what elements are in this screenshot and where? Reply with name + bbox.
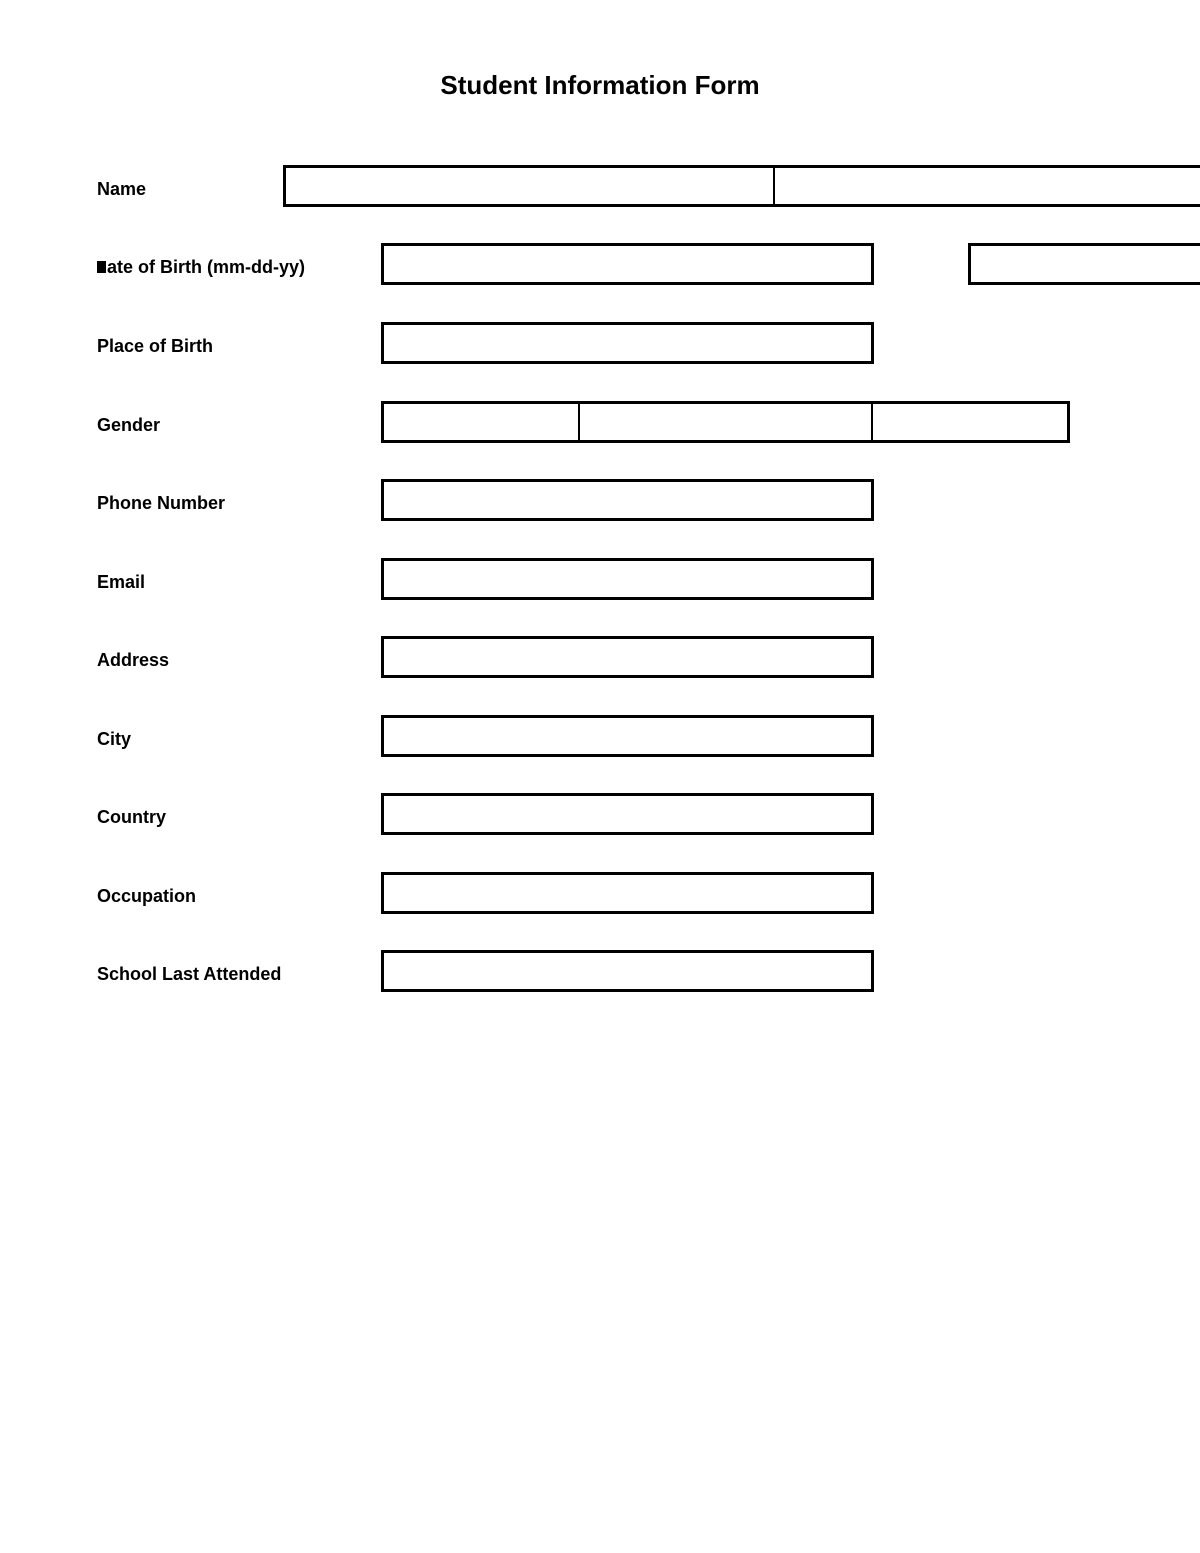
school-input[interactable]	[381, 950, 874, 992]
gender-option-1[interactable]	[381, 401, 581, 443]
gender-option-3[interactable]	[871, 401, 1070, 443]
first-name-input[interactable]	[283, 165, 776, 207]
occupation-label: Occupation	[97, 886, 197, 906]
city-label: City	[97, 729, 132, 749]
phone-input[interactable]	[381, 479, 874, 521]
place-of-birth-input[interactable]	[381, 322, 874, 364]
gender-option-2[interactable]	[578, 401, 874, 443]
city-input[interactable]	[381, 715, 874, 757]
country-label: Country	[97, 807, 166, 827]
last-name-input[interactable]	[773, 165, 1200, 207]
occupation-input[interactable]	[381, 872, 874, 914]
gender-label: Gender	[97, 415, 161, 435]
phone-label: Phone Number	[97, 493, 226, 513]
email-label: Email	[97, 572, 146, 592]
dob-input[interactable]	[381, 243, 874, 285]
dob-label-text: ate of Birth (mm-dd-yy)	[107, 257, 305, 277]
overlap-glyph-icon	[97, 261, 106, 273]
page-title: Student Information Form	[440, 70, 760, 100]
country-input[interactable]	[381, 793, 874, 835]
dob-extra-input[interactable]	[968, 243, 1200, 285]
place-of-birth-label: Place of Birth	[97, 336, 214, 356]
school-label: School Last Attended	[97, 964, 282, 984]
dob-label	[97, 257, 305, 277]
name-label: Name	[97, 179, 147, 199]
email-input[interactable]	[381, 558, 874, 600]
address-input[interactable]	[381, 636, 874, 678]
address-label: Address	[97, 650, 170, 670]
